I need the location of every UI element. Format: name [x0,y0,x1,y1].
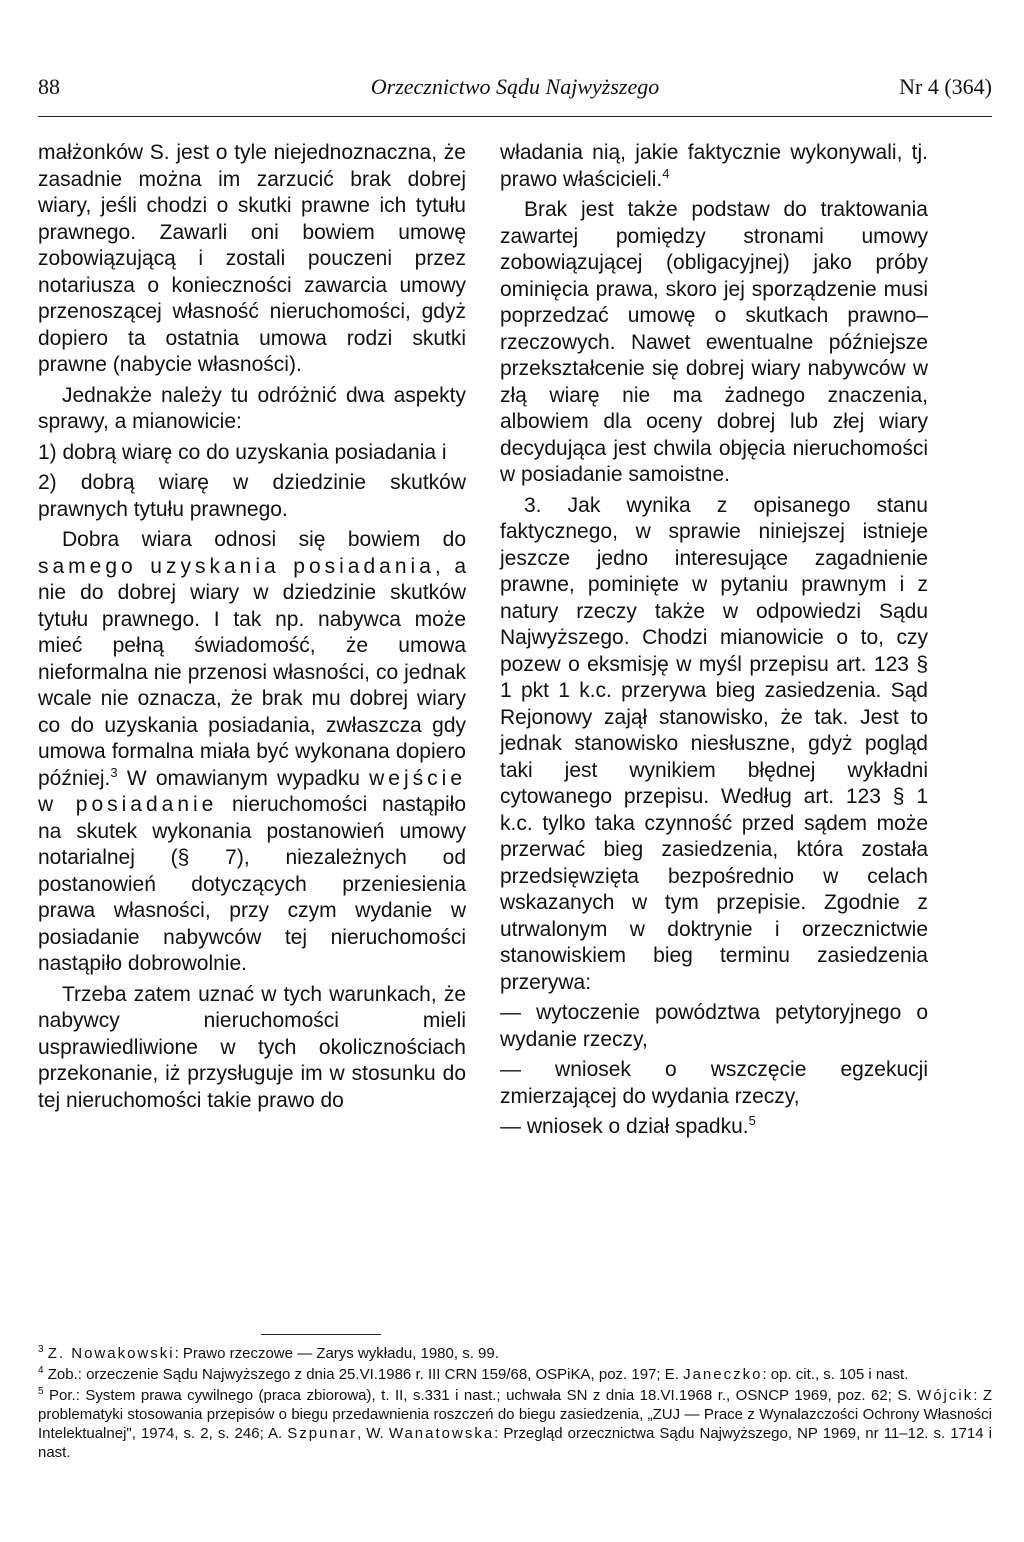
dash-list-item [500,1114,928,1141]
text-span: Zob.: orzeczenie Sądu Najwyższego z dnia 25.VI.1986 r. III CRN 159/68, OSPiKA, poz. 197; E. [47,1366,684,1383]
footnote-ref[interactable]: 3 [110,764,118,780]
text-span: Por.: System prawa cywilnego (praca zbiorowa), t. II, s.331 i nast.; uchwała SN z dnia 18.VI.1968 r., OSNCP 1969, poz. 62; S. [49,1387,918,1404]
footnote-ref[interactable]: 5 [748,1113,756,1128]
text-span: władania nią, jakie faktycznie wykonywali, tj. prawo właścicieli. [500,141,928,191]
author-name: Wójcik [917,1387,974,1404]
author-name: Janeczko [683,1366,763,1383]
paragraph [500,140,928,193]
footnote-number: 4 [38,1365,44,1376]
footnote [38,1344,992,1363]
left-column [38,140,466,1118]
author-name: Wanatowska [388,1425,495,1442]
dash-list-item: — wniosek o wszczęcie egzekucji zmierzającej do wydania rzeczy, [500,1058,928,1108]
running-header [38,70,992,106]
text-span: , W. [357,1425,389,1442]
paragraph: Brak jest także podstaw do traktowania zawartej pomiędzy stronami umowy zobowiązującej (obligacyjnej) jako próby ominięcia prawa, skoro jej sporządzenie musi poprzedzać umowę o skutkach prawno–rzeczowych. Nawet ewentualne późniejsze przekształcenie się dobrej wiary nabywców w złą wiarę nie ma żadnego znaczenia, albowiem dla oceny dobrej lub złej wiary decydująca jest chwila objęcia nieruchomości w posiadanie samoistne. [500,198,928,486]
paragraph: Trzeba zatem uznać w tych warunkach, że nabywcy nieruchomości mieli usprawiedliwione w tych okolicznościach przekonanie, iż przysługuje im w stosunku do tej nieruchomości takie prawo do [38,982,466,1112]
footnote [38,1386,992,1462]
footnote-ref[interactable]: 4 [662,165,670,181]
list-item: 2) dobrą wiarę w dziedzinie skutków prawnych tytułu prawnego. [38,471,466,521]
issue-number: Nr 4 (364) [899,74,992,99]
text-span: nieruchomości nastąpiło na skutek wykonania postanowień umowy notarialnej (§ 7), niezależnych od postanowień dotyczących przeniesienia prawa własności, przy czym wydanie w posiadanie nabywców tej nieruchomości nastąpiło dobrowolnie. [38,793,467,975]
text-span: W omawianym wypadku [117,766,370,790]
right-column [500,140,928,1145]
text-span: : Z problematyki stosowania przepisów o biegu przedawnienia roszczeń do biegu zasiedzenia, „ZUJ — Prace z Wynalazczości Ochrony Własności Intelektualnej", 1974, s. 2, s. 246; A. [38,1387,993,1442]
footnote-number: 5 [38,1386,44,1397]
footnote-number: 3 [38,1344,44,1355]
paragraph: małżonków S. jest o tyle niejednoznaczna, że zasadnie można im zarzucić brak dobrej wiary, jeśli chodzi o skutki prawne ich tytułu prawnego. Zawarli oni bowiem umowę zobowiązującą i zostali pouczeni przez notariusza o konieczności zawarcia umowy przenoszącej własność nieruchomości, gdyż dopiero ta ostatnia umowa rodzi skutki prawne (nabycie własności). [38,141,466,376]
text-span: : op. cit., s. 105 i nast. [762,1366,909,1383]
document-page [38,0,992,1542]
author-name: Szpunar [287,1425,358,1442]
footnotes [38,1344,992,1464]
text-span: : Prawo rzeczowe — Zarys wykładu, 1980, s. 99. [174,1345,499,1362]
author-name: Z. Nowakowski [47,1345,175,1362]
spaced-emphasis: samego uzyskania posiadania, [38,554,445,578]
spaced-emphasis: wejście w posiadanie [38,766,466,816]
text-span: Dobra wiara odnosi się bowiem do [62,528,466,551]
dash-list-item: — wytoczenie powództwa petytoryjnego o wydanie rzeczy, [500,1001,928,1051]
paragraph: 3. Jak wynika z opisanego stanu faktycznego, w sprawie niniejszej istnieje jeszcze jedno interesujące zagadnienie prawne, pominięte w pytaniu prawnym i z natury rzeczy także w odpowiedzi Sądu Najwyższego. Chodzi mianowicie o to, czy pozew o eksmisję w myśl przepisu art. 123 § 1 pkt 1 k.c. przerywa bieg zasiedzenia. Sąd Rejonowy zajął stanowisko, że tak. Jest to jednak stanowisko niesłuszne, gdyż pogląd taki jest wynikiem błędnej wykładni cytowanego przepisu. Według art. 123 § 1 k.c. tylko taka czynność przed sądem może przerwać bieg zasiedzenia, która została przedsięwzięta bezpośrednio w celach wskazanych w tym przepisie. Zgodnie z utrwalonym w doktrynie i orzecznictwie stanowiskiem bieg terminu zasiedzenia przerywa: [500,493,928,994]
footnote [38,1365,992,1384]
paragraph [38,527,466,978]
journal-title: Orzecznictwo Sądu Najwyższego [370,74,660,99]
text-span: : Przegląd orzecznictwa Sądu Najwyższego, NP 1969, nr 11–12. s. 1714 i nast. [38,1425,992,1461]
header-divider [38,116,992,117]
text-span: — wniosek o dział spadku. [500,1115,749,1138]
paragraph: Jednakże należy tu odróżnić dwa aspekty sprawy, a mianowicie: [38,383,466,433]
list-item: 1) dobrą wiarę co do uzyskania posiadania i [38,440,447,464]
page-number: 88 [38,74,60,99]
footnote-divider [261,1334,381,1335]
text-span: a nie do dobrej wiary w dziedzinie skutków tytułu prawnego. I tak np. nabywca może mieć pełną świadomość, że umowa nieformalna nie przenosi własności, co jednak wcale nie oznacza, że brak mu dobrej wiary co do uzyskania posiadania, zwłaszcza gdy umowa formalna miała być wykonana dopiero później. [38,554,466,790]
